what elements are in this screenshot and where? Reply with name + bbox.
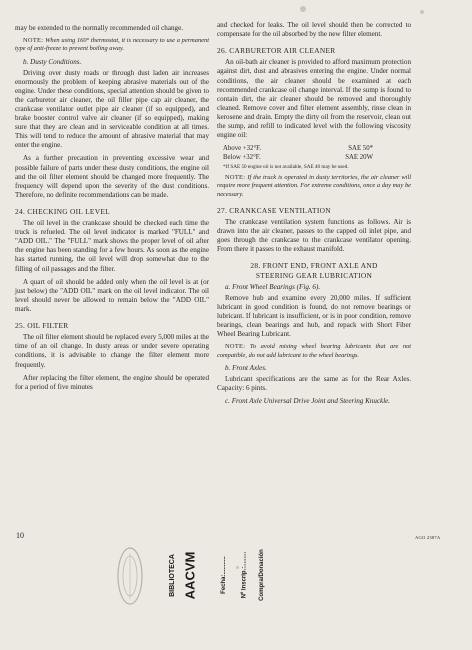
section-heading-24: 24. CHECKING OIL LEVEL bbox=[15, 206, 110, 216]
viscosity-row bbox=[223, 144, 373, 153]
section-heading-27: 27. CRANKCASE VENTILATION bbox=[217, 205, 331, 215]
stamp-aacvm: AACVM bbox=[182, 551, 198, 599]
section-heading-25: 25. OIL FILTER bbox=[15, 321, 69, 331]
note-label: NOTE: bbox=[225, 174, 246, 182]
note-text: If the truck is operated in dusty territories, the air cleaner will require more frequent attention. For extreme conditions, once a day may be necessary. bbox=[217, 174, 411, 198]
library-seal-icon bbox=[115, 545, 145, 607]
paragraph: As a further precaution in preventing excessive wear and possible failure of parts under these dusty conditions, the engine oil and the oil filter element should be changed more frequently. The frequency will depend upon the severity of the dust conditions. Therefore, no definite recommendations can be made. bbox=[15, 154, 209, 199]
paragraph: After replacing the filter element, the engine should be operated for a period of five minutes bbox=[15, 373, 209, 391]
paper-speck bbox=[300, 6, 306, 12]
paragraph: may be extended to the normally recommended oil change. bbox=[15, 24, 184, 32]
note-label: NOTE: bbox=[23, 37, 44, 45]
paragraph: The oil filter element should be replaced every 5,000 miles at the time of an oil change. In dusty areas or under severe operating conditions, it is advisable to change the filter element more frequently. bbox=[15, 333, 209, 369]
paragraph: The crankcase ventilation system functions as follows. Air is drawn into the air cleaner, passes to the capped oil inlet pipe, and goes through the crankcase to the crankcase ventilator opening. From there it passes to the exhaust manifold. bbox=[217, 218, 411, 254]
paragraph: Remove hub and examine every 20,000 miles. If sufficient lubricant in good condition is found, do not remove bearings or lubricant. If lubricant is insufficient, or is in poor condition, remove bearings, clean bearings and hub, and repack with Short Fiber Wheel Bearing Lubricant. bbox=[217, 293, 411, 339]
right-column bbox=[217, 21, 411, 408]
oil-grade: SAE 20W bbox=[345, 154, 373, 162]
oil-grade: SAE 50* bbox=[348, 145, 373, 153]
stamp-compra-donacion: Compra/Donación bbox=[259, 549, 266, 601]
subheading-dusty-conditions: b. Dusty Conditions. bbox=[23, 57, 82, 66]
subheading-universal-drive-joint: c. Front Axle Universal Drive Joint and Steering Knuckle. bbox=[225, 397, 391, 406]
note bbox=[15, 37, 209, 53]
paragraph: An oil-bath air cleaner is provided to afford maximum protection against dirt, dust and abrasives entering the engine. Under normal conditions, the air cleaner should be examined at each recommended crankcase oil change interval. If the sump is found to contain dirt, the air cleaner should be removed and thoroughly cleaned. Remove cover and filter element assembly, rinse clean in kerosene and drain. Empty the dirty oil from the reservoir, clean out the sump, and refill to indicated level with the following viscosity engine oil: bbox=[217, 58, 411, 140]
note bbox=[217, 343, 411, 359]
viscosity-table bbox=[223, 144, 411, 162]
subheading-front-axles: b. Front Axles. bbox=[225, 363, 267, 372]
section-heading-28-line2: STEERING GEAR LUBRICATION bbox=[255, 270, 373, 280]
viscosity-row bbox=[223, 153, 373, 162]
note-text: To avoid mixing wheel bearing lubricants that are not compatible, do not add lubricant to the wheel bearings. bbox=[217, 343, 411, 359]
paragraph: Driving over dusty roads or through dust laden air increases enormously the problem of keeping abrasive materials out of the engine. Under these conditions, special attention should be given to the carburetor air cleaner, the oil filler pipe cap air cleaner, the crankcase ventilator outlet pipe air cleaner (if so equipped), and brake booster control valve air cleaner (if so equipped), making sure that they are clean and in serviceable condition at all times. This will tend to reduce the amount of abrasive material that may enter the engine. bbox=[15, 68, 209, 150]
document-code: AGO 2387A bbox=[415, 535, 441, 540]
stamp-fecha: Fecha:........... bbox=[221, 556, 227, 594]
note bbox=[217, 174, 411, 199]
paragraph: The oil level in the crankcase should be checked each time the truck is refueled. The oil level indicator is marked "FULL" and "ADD OIL." The "FULL" mark shows the proper level of oil after the engine has been standing for a few hours. As soon as the engine has started running, the oil level will drop somewhat due to the filling of oil passages and the filter. bbox=[15, 219, 209, 273]
page-number: 10 bbox=[16, 531, 24, 540]
temperature-condition: Above +32°F. bbox=[223, 145, 262, 153]
left-column bbox=[15, 24, 209, 396]
temperature-condition: Below +32°F. bbox=[223, 154, 261, 162]
paragraph: Lubricant specifications are the same as for the Rear Axles. Capacity: 6 pints. bbox=[217, 374, 411, 392]
paragraph: and checked for leaks. The oil level should then be corrected to compensate for the oil absorbed by the new filter element. bbox=[217, 21, 411, 39]
section-heading-26: 26. CARBURETOR AIR CLEANER bbox=[217, 46, 336, 56]
stamp-biblioteca: BIBLIOTECA bbox=[168, 553, 176, 597]
paragraph: A quart of oil should be added only when the oil level is at (or just below) the "ADD OIL" mark on the oil level indicator. The oil level should never be allowed to remain below the "ADD OIL" mark. bbox=[15, 277, 209, 313]
section-heading-28-line1: 28. FRONT END, FRONT AXLE AND bbox=[250, 261, 378, 271]
subheading-front-wheel-bearings: a. Front Wheel Bearings (Fig. 6). bbox=[225, 282, 321, 291]
footnote: *If SAE 50 engine oil is not available, SAE 40 may be used. bbox=[223, 164, 349, 171]
stamp-inscripcion: Nº Inscrip.:......... bbox=[241, 551, 248, 599]
paper-speck bbox=[420, 10, 424, 14]
note-label: NOTE: bbox=[225, 343, 246, 351]
note-text: When using 160° thermostat, it is necessary to use a permanent type of anti-freeze to prevent boiling away. bbox=[15, 37, 209, 53]
